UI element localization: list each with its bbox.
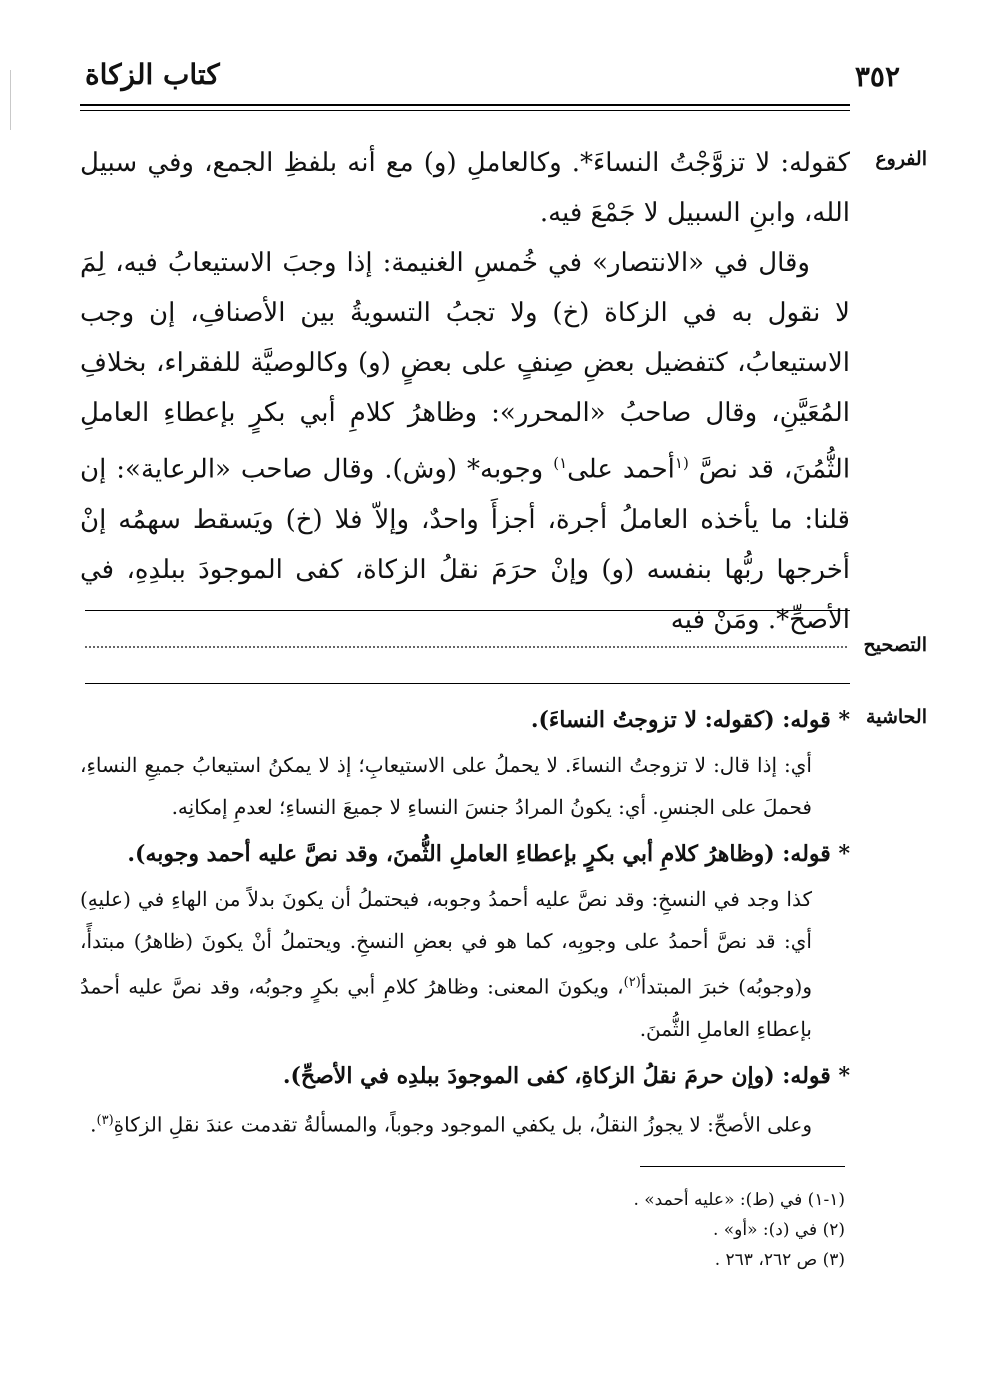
footnote-ref: (٣) bbox=[96, 1112, 114, 1128]
hashiya-gloss-text: . bbox=[90, 1112, 97, 1137]
hashiya-gloss-text: ، ويكونَ المعنى: وظاهرُ كلامِ أبي بكرٍ وجوبُه، وقد نصَّ عليه أحمدُ بإعطاءِ العاملِ الثُّمنَ. bbox=[80, 974, 812, 1041]
hashiya-heading bbox=[80, 1056, 850, 1096]
hashiya-heading bbox=[80, 700, 850, 740]
margin-line bbox=[10, 70, 11, 130]
hashiya-section bbox=[80, 700, 850, 1151]
main-paragraph-2 bbox=[80, 238, 850, 645]
footnote-marker-open: (١ bbox=[674, 454, 689, 472]
hashiya-gloss-text: كذا وجد في النسخِ: وقد نصَّ عليه أحمدُ وجوبه، فيحتملُ أن يكونَ بدلاً من الهاءِ في (عليهِ) أي: قد نصَّ أحمدُ على وجوبِه، كما هو في بعضِ النسخِ. ويحتملُ أنْ يكونَ (ظاهرُ) مبتدأً، و(وجوبُه) خبرَ المبتدأ bbox=[80, 887, 812, 999]
footnote-rule bbox=[640, 1166, 845, 1167]
star-marker: * bbox=[838, 841, 850, 867]
main-paragraph-2b: أحمد على bbox=[567, 454, 675, 485]
hashiya-gloss bbox=[80, 878, 812, 1050]
section-divider bbox=[85, 683, 850, 684]
page-number: ٣٥٢ bbox=[854, 60, 900, 93]
main-paragraph-2c: وجوبه* (وش). وقال صاحب «الرعاية»: إن قلنا: ما يأخذه العاملُ أجرة، أجزأَ واحدٌ، وإلاّ فلا (خ) ويَسقط سهمُه إنْ أخرجها ربُّها بنفسه (و) وإنْ حرَمَ نقلُ الزكاة، كفى الموجودَ ببلدِهِ، في الأصحِّ*. ومَنْ فيه bbox=[80, 454, 850, 635]
star-marker: * bbox=[838, 707, 850, 733]
footnote-ref: (٢) bbox=[623, 975, 641, 990]
hashiya-gloss-text: وعلى الأصحِّ: لا يجوزُ النقلُ، بل يكفي الموجود وجوباً، والمسألةُ تقدمت عندَ نقلِ الزكاةِ bbox=[113, 1112, 812, 1137]
main-paragraph-2a: وقال في «الانتصار» في خُمسِ الغنيمة: إذا وجبَ الاستيعابُ فيه، لِمَ لا نقول به في الزكاة (خ) ولا تجبُ التسويةُ بين الأصنافِ، إن وجب الاستيعابُ، كتفضيل بعضِ صِنفٍ على بعضٍ (و) وكالوصيَّة للفقراء، بخلافِ المُعَيَّنِ، وقال صاحبُ «المحرر»: وظاهرُ كلامِ أبي بكرٍ بإعطاءِ العاملِ الثُّمُنَ، قد نصَّ bbox=[80, 248, 851, 485]
tashih-dotted-line bbox=[85, 646, 847, 648]
header-rule-thin bbox=[80, 110, 850, 111]
hashiya-heading-text: قوله: (وإن حرمَ نقلُ الزكاةِ، كفى الموجودَ ببلدِه في الأصحِّ). bbox=[282, 1062, 831, 1089]
section-divider bbox=[85, 610, 850, 611]
star-marker: * bbox=[838, 1062, 850, 1089]
hashiya-gloss bbox=[80, 1100, 812, 1146]
footnote-item: (١-١) في (ط): «عليه أحمد» . bbox=[633, 1190, 845, 1210]
hashiya-gloss: أي: إذا قال: لا تزوجتُ النساءَ. لا يحملُ على الاستيعابِ؛ إذ لا يمكنُ استيعابُ جميعِ النساءِ، فحملَ على الجنسِ. أي: يكونُ المرادُ جنسَ النساءِ لا جميعَ النساءِ؛ لعدمِ إمكانِه. bbox=[80, 753, 812, 819]
footnote-item: (٢) في (د): «أو» . bbox=[712, 1220, 845, 1240]
hashiya-heading bbox=[80, 834, 850, 874]
section-label-hashiya: الحاشية bbox=[866, 706, 927, 728]
hashiya-heading-text: قوله: (وظاهرُ كلامِ أبي بكرٍ بإعطاءِ العاملِ الثُّمنَ، وقد نصَّ عليه أحمد وجوبه). bbox=[127, 841, 831, 867]
section-label-tashih: التصحيح bbox=[863, 634, 927, 656]
main-text bbox=[80, 138, 850, 645]
hashiya-heading-text: قوله: (كقوله: لا تزوجتُ النساءَ). bbox=[530, 707, 831, 733]
footnote-item: (٣) ص ٢٦٢، ٢٦٣ . bbox=[714, 1250, 845, 1270]
running-title: كتاب الزكاة bbox=[85, 58, 220, 91]
header-rule-thick bbox=[80, 104, 850, 106]
main-paragraph-1: كقوله: لا تزوَّجْتُ النساءَ*. وكالعاملِ (و) مع أنه بلفظِ الجمع، وفي سبيل الله، وابنِ السبيل لا جَمْعَ فيه. bbox=[80, 148, 850, 228]
footnote-marker-close: ١) bbox=[553, 454, 568, 472]
section-label-furu: الفروع bbox=[875, 148, 927, 170]
footnotes bbox=[633, 1185, 845, 1275]
